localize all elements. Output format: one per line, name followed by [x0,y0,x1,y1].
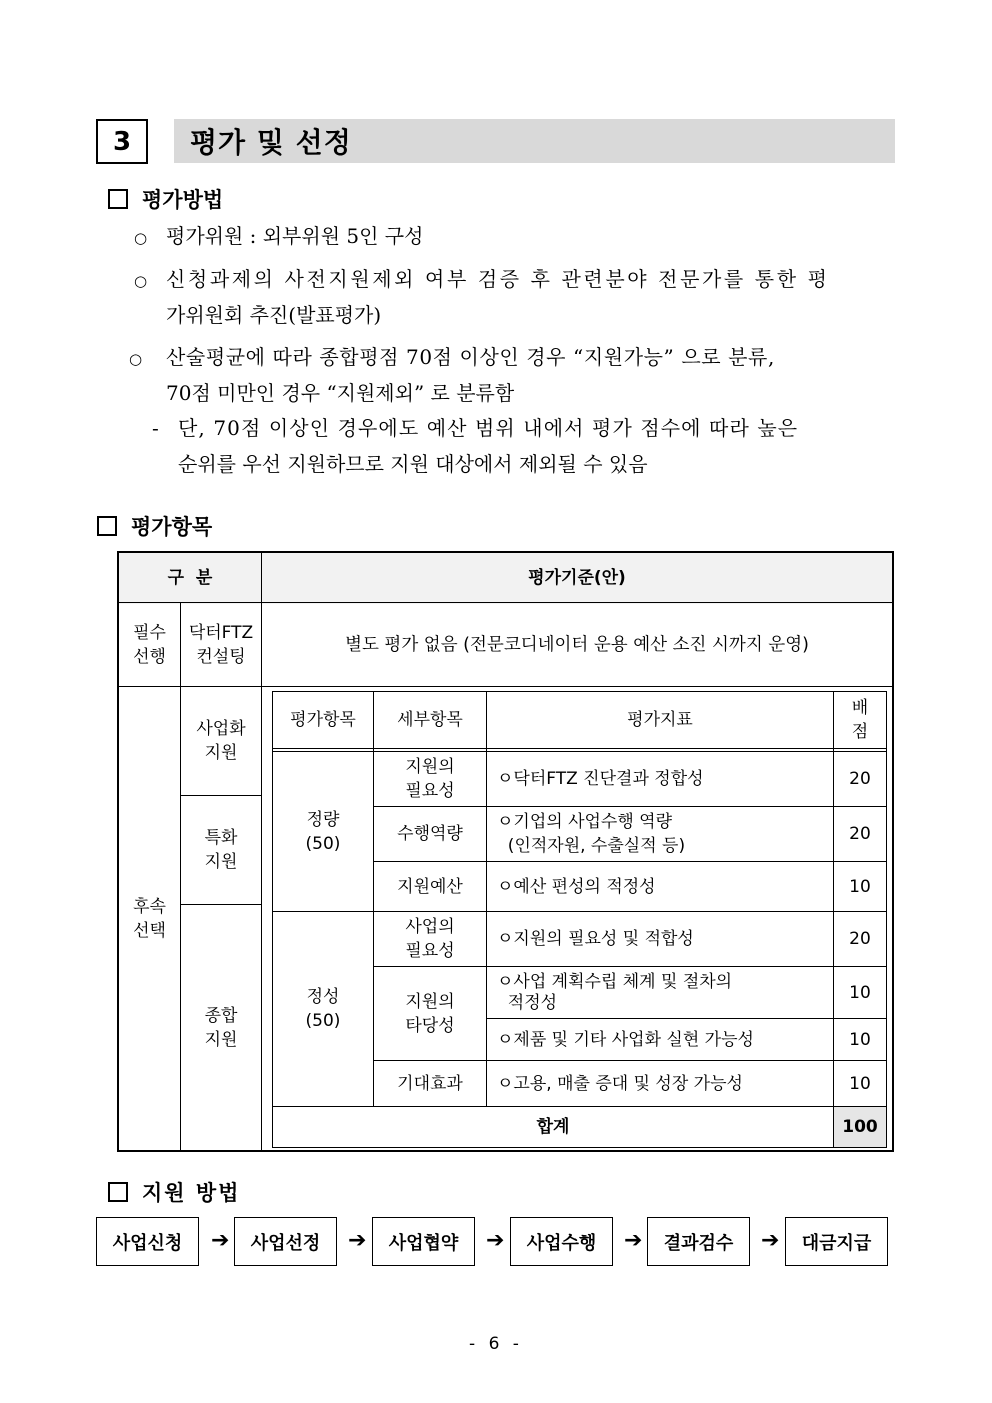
total-label: 합계 [536,1117,570,1137]
indicator-row: ㅇ닥터FTZ 진단결과 정합성 [497,769,704,789]
category-commercialization: 사업화 지원 [196,719,246,763]
detail-business-necessity: 사업의 필요성 [405,917,455,961]
sub-item-line-2: 순위를 우선 지원하므로 지원 대상에서 제외될 수 있음 [178,452,648,476]
required-name: 닥터FTZ 컨설팅 [188,622,254,667]
section-number: 3 [96,119,148,164]
inner-divider [486,692,487,1106]
eval-items-title: 평가항목 [131,514,213,539]
detail-validity: 지원의 타당성 [405,991,455,1036]
group-quantitative: 정량 (50) [305,809,341,854]
inner-header-score: 배 점 [851,698,869,742]
followup-type: 후속 선택 [133,896,166,941]
indicator-row: ㅇ기업의 사업수행 역량 (인적자원, 수출실적 등) [497,812,686,856]
eval-method-item-1 [166,218,896,254]
inner-header-indicator: 평가지표 [627,710,693,730]
eval-method-sub-item [178,410,898,482]
header-criteria: 평가기준(안) [528,567,626,588]
item-3-line-1: 산술평균에 따라 종합평점 70점 이상인 경우 “지원가능” 으로 분류, [166,345,775,369]
detail-capability: 수행역량 [397,824,463,844]
inner-header-detail: 세부항목 [397,710,463,730]
flow-step-selection: 사업선정 [234,1217,337,1266]
flow-step-inspection: 결과검수 [647,1217,750,1266]
total-score: 100 [834,1107,886,1147]
indicator-row: ㅇ지원의 필요성 및 적합성 [497,929,694,949]
category-specialized: 특화 지원 [204,828,238,872]
section-title: 평가 및 선정 [174,119,895,163]
indicator-row: ㅇ고용, 매출 증대 및 성장 가능성 [497,1073,743,1094]
arrow-right-icon: ➔ [761,1228,780,1253]
flow-step-execution: 사업수행 [510,1217,613,1266]
sub-item-line-1: 단, 70점 이상인 경우에도 예산 범위 내에서 평가 점수에 따라 높은 [178,416,799,440]
detail-expected-effect: 기대효과 [397,1073,463,1094]
flow-step-agreement: 사업협약 [372,1217,475,1266]
eval-method-item-2 [166,261,896,333]
item-1-line-1: 평가위원 : 외부위원 5인 구성 [166,224,424,248]
checkbox-square-icon [97,516,117,536]
eval-items-heading [97,511,212,541]
page-number: - 6 - [469,1334,523,1354]
eval-method-item-3 [166,339,896,411]
bullet-icon: ○ [134,272,148,290]
score-cell: 20 [849,929,871,949]
support-method-heading [108,1177,240,1207]
indicator-row: ㅇ제품 및 기타 사업화 실현 가능성 [497,1029,754,1050]
required-type: 필수 선행 [133,622,166,667]
required-criteria: 별도 평가 없음 (전문코디네이터 운용 예산 소진 시까지 운영) [345,634,809,655]
checkbox-square-icon [108,189,128,209]
inner-header-item: 평가항목 [290,710,356,730]
arrow-right-icon: ➔ [624,1228,643,1253]
item-2-line-2: 가위원회 추진(발표평가) [166,303,382,327]
item-2-line-1 [166,261,896,297]
inner-divider [273,748,886,749]
score-cell: 10 [849,982,871,1003]
item-2-line-1-text: 신청과제의 사전지원제외 여부 검증 후 관련분야 전문가를 통한 평 [166,267,830,291]
group-qualitative: 정성 (50) [305,987,341,1031]
eval-method-heading [108,184,223,214]
eval-method-title: 평가방법 [142,187,224,212]
score-cell: 20 [849,824,871,844]
header-category: 구 분 [167,567,213,588]
score-cell: 10 [849,1029,871,1050]
flow-step-payment: 대금지급 [785,1217,888,1266]
bullet-icon: ○ [134,229,148,247]
category-comprehensive: 종합 지원 [204,1005,238,1050]
score-cell: 10 [849,1073,871,1094]
support-method-title: 지원 방법 [142,1180,241,1205]
indicator-row: ㅇ사업 계획수립 체계 및 절차의 적정성 [497,971,733,1013]
item-3-line-2: 70점 미만인 경우 “지원제외” 로 분류함 [166,381,515,405]
detail-budget: 지원예산 [397,876,463,897]
flow-step-apply: 사업신청 [96,1217,199,1266]
score-cell: 20 [849,769,871,789]
arrow-right-icon: ➔ [348,1228,367,1253]
arrow-right-icon: ➔ [486,1228,505,1253]
score-cell: 10 [849,876,871,897]
arrow-right-icon: ➔ [211,1228,230,1253]
detail-necessity: 지원의 필요성 [405,757,455,801]
bullet-icon: ○ [129,350,143,368]
sub-bullet: - [152,416,159,440]
checkbox-square-icon [108,1182,128,1202]
indicator-row: ㅇ예산 편성의 적정성 [497,876,656,897]
